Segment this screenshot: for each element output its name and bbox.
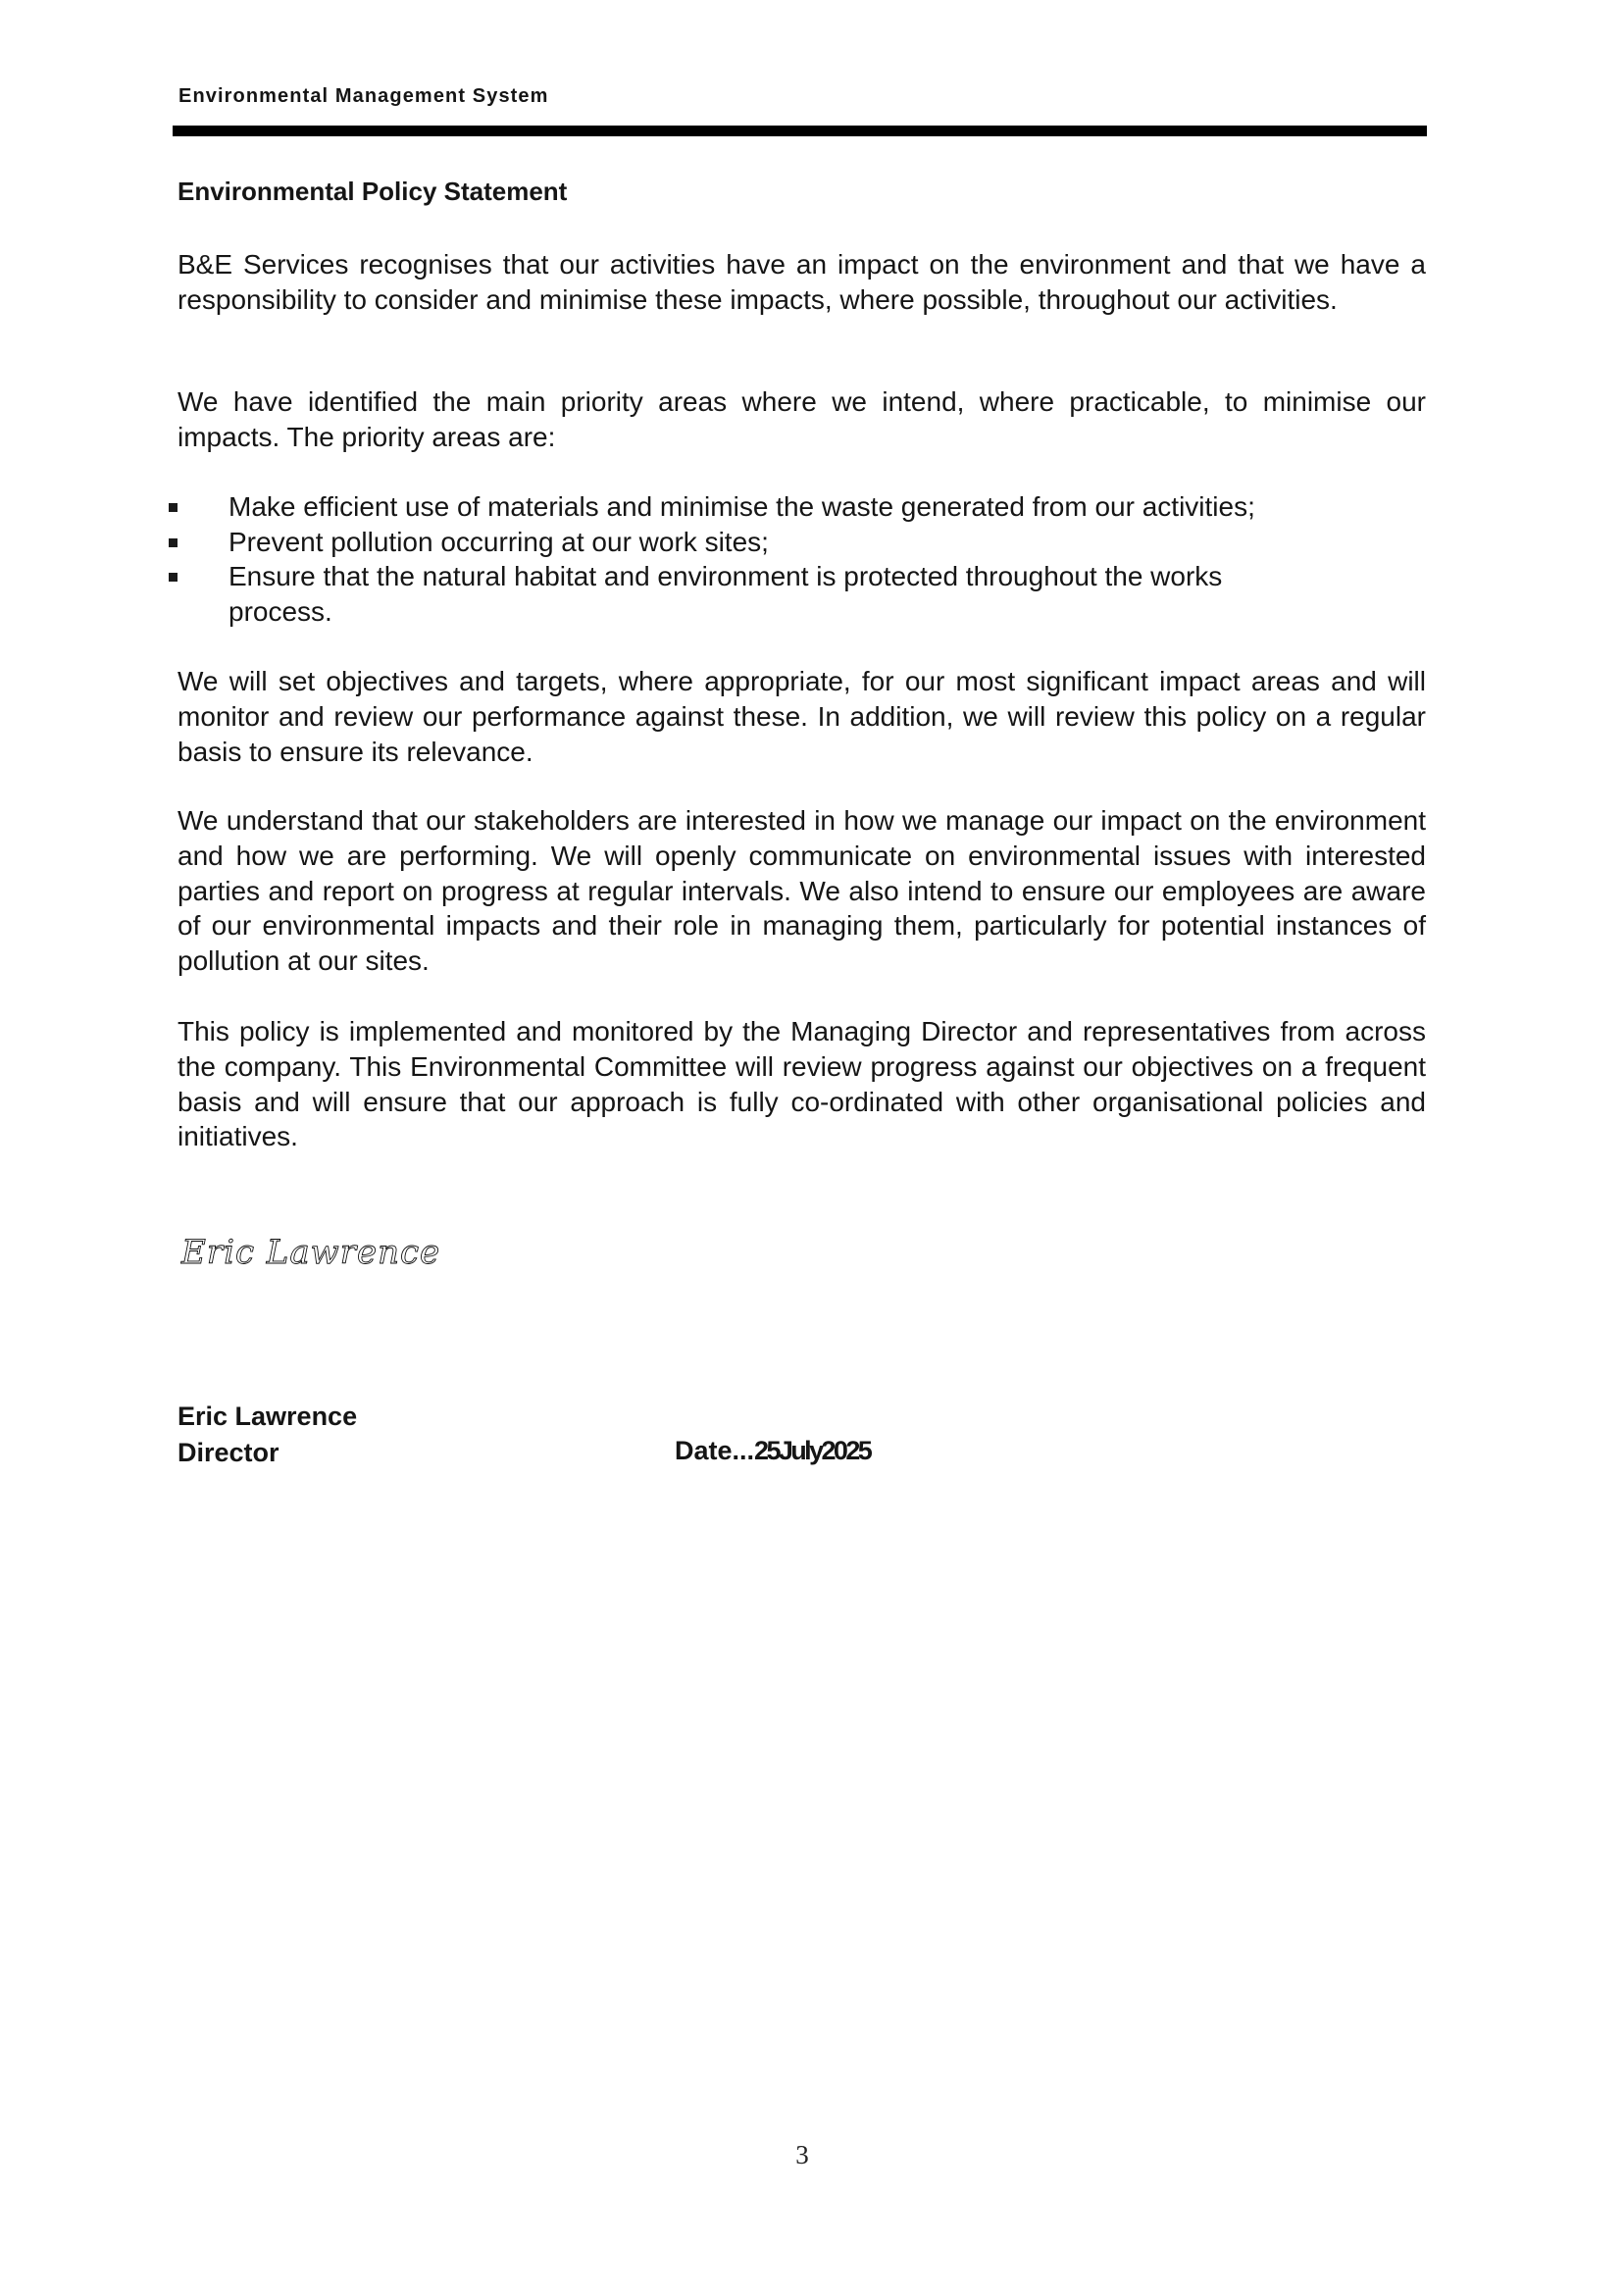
page-number: 3 [795,2140,809,2169]
paragraph-implementation [178,1014,1426,1154]
handwritten-signature [179,1226,444,1275]
header-rule [173,126,1427,136]
paragraph-text: B&E Services recognises that our activities have an impact on the environment and that we have a responsibility to consider and minimise these impacts, where possible, throughout our activities. [178,249,1426,315]
paragraph-text: We will set objectives and targets, where appropriate, for our most significant impact areas and will monitor and review our performance against these. In addition, we will review this policy on a regular basis to ensure its relevance. [178,666,1426,767]
date-value: 25July2025 [754,1436,871,1465]
paragraph-objectives [178,664,1426,769]
section-heading: Environmental Policy Statement [178,177,568,206]
paragraph-text: We have identified the main priority areas where we intend, where practicable, to minimise our impacts. The priority areas are: [178,386,1426,452]
priority-areas-list [169,489,1434,629]
paragraph-intro [178,247,1426,318]
paragraph-text: This policy is implemented and monitored by the Managing Director and representatives from across the company. This Environmental Committee will review progress against our objectives on a frequent basis and will ensure that our approach is fully co-ordinated with other organisational policies and initiatives. [178,1016,1426,1152]
date-field [675,1435,870,1466]
square-bullet-icon [169,503,178,512]
list-item-text: Make efficient use of materials and minimise the waste generated from our activities; [228,491,1255,522]
signatory-name: Eric Lawrence [178,1402,358,1431]
paragraph-priority-intro [178,384,1426,455]
list-item [169,489,1434,525]
list-item [169,559,1434,629]
square-bullet-icon [169,573,178,582]
list-item-text: Ensure that the natural habitat and environment is protected throughout the works process. [228,561,1223,627]
list-item [169,525,1434,560]
square-bullet-icon [169,538,178,547]
paragraph-text: We understand that our stakeholders are interested in how we manage our impact on the environment and how we are performing. We will openly communicate on environmental issues with interested parties and report on progress at regular intervals. We also intend to ensure our employees are aware of our environmental impacts and their role in managing them, particularly for potential instances of pollution at our sites. [178,805,1426,977]
signatory-title: Director [178,1438,279,1467]
signature-text: Eric Lawrence [181,1233,441,1272]
list-item-text: Prevent pollution occurring at our work sites; [228,526,769,557]
date-label: Date... [675,1436,755,1465]
paragraph-stakeholders [178,803,1426,979]
running-header-title: Environmental Management System [178,85,549,107]
